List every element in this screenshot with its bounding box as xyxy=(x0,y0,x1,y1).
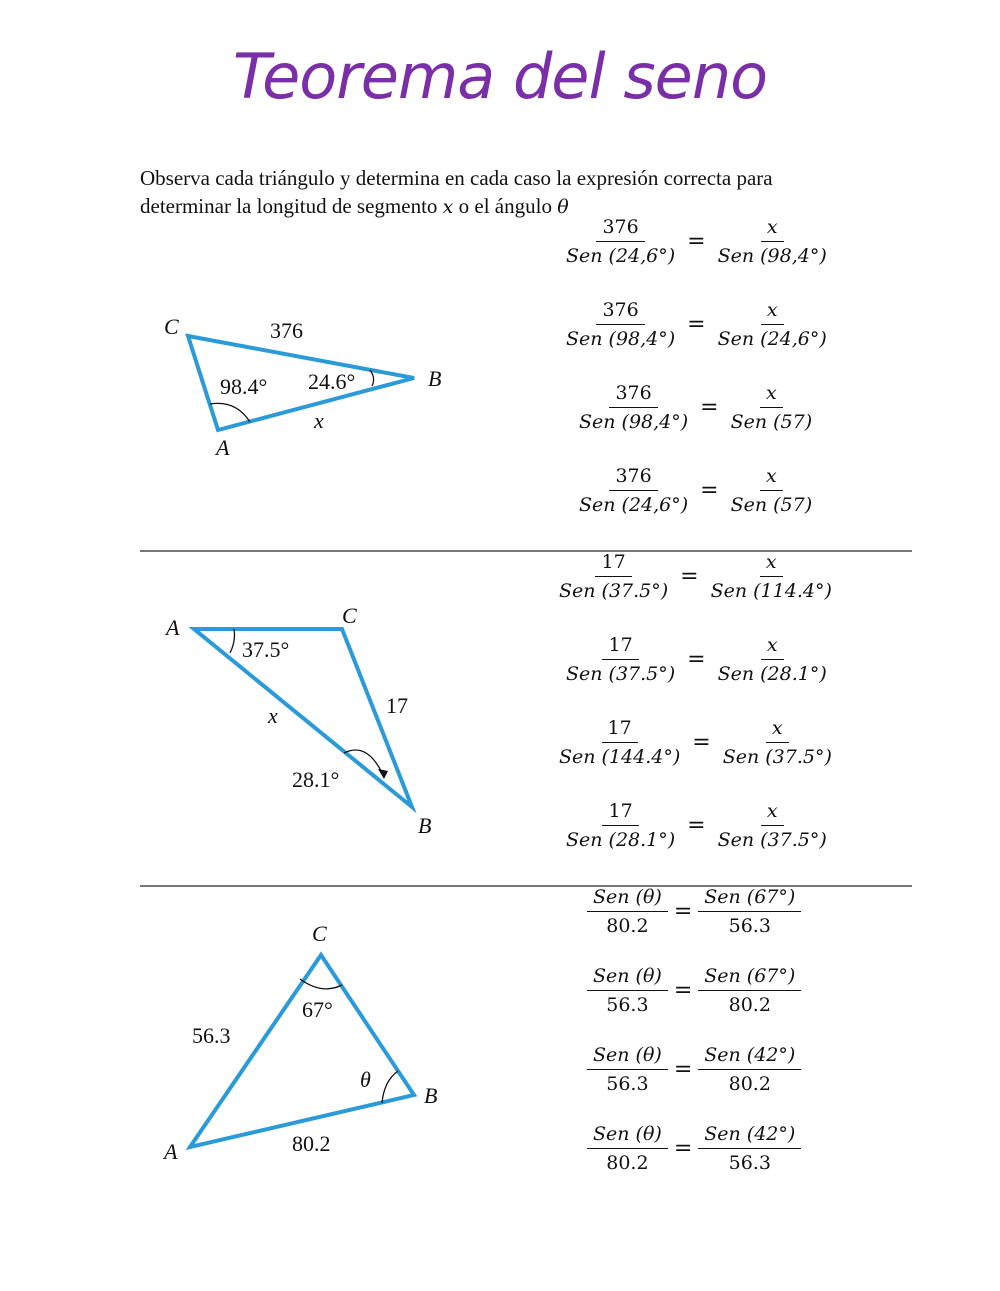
fraction-denominator: Sen (24,6°) xyxy=(566,245,676,267)
fraction xyxy=(560,216,681,267)
fraction-denominator: 56.3 xyxy=(728,915,771,937)
fraction xyxy=(560,299,681,350)
fraction-denominator: Sen (144.4°) xyxy=(559,746,681,768)
fraction-denominator: Sen (37.5°) xyxy=(717,829,827,851)
triangle-3-shape xyxy=(190,955,414,1147)
option-1b[interactable] xyxy=(560,299,833,350)
fraction-numerator: 17 xyxy=(602,800,638,826)
fraction-numerator: Sen (θ) xyxy=(587,965,668,991)
fraction-denominator: Sen (24,6°) xyxy=(579,494,689,516)
equals-sign: = xyxy=(680,564,699,589)
equals-sign: = xyxy=(687,229,706,254)
fraction-numerator: x xyxy=(760,465,783,491)
fraction-numerator: x xyxy=(761,299,784,325)
option-3d[interactable] xyxy=(587,1123,801,1174)
fraction-denominator: Sen (98,4°) xyxy=(566,328,676,350)
option-3c[interactable] xyxy=(587,1044,801,1095)
equals-sign: = xyxy=(700,478,719,503)
triangle-1-figure xyxy=(150,300,470,470)
fraction xyxy=(725,465,819,516)
fraction xyxy=(712,299,833,350)
fraction-numerator: 376 xyxy=(596,216,644,242)
fraction xyxy=(698,965,801,1016)
instructions xyxy=(140,164,860,221)
fraction-denominator: Sen (98,4°) xyxy=(717,245,827,267)
fraction xyxy=(705,551,838,602)
equals-sign: = xyxy=(687,813,706,838)
triangle-1-angle-b: 24.6° xyxy=(308,369,356,394)
fraction xyxy=(587,1123,668,1174)
option-3a[interactable] xyxy=(587,886,801,937)
instructions-line2a: determinar la longitud de segmento xyxy=(140,194,443,218)
fraction-numerator: Sen (67°) xyxy=(698,965,801,991)
fraction-numerator: x xyxy=(766,717,789,743)
triangle-1-side-label: 376 xyxy=(270,318,303,343)
triangle-3-angle-c: 67° xyxy=(302,997,333,1022)
option-2d[interactable] xyxy=(560,800,833,851)
triangle-2-arc-a xyxy=(230,629,235,653)
option-2c[interactable] xyxy=(553,717,838,768)
equals-sign: = xyxy=(673,1136,693,1161)
fraction-numerator: 17 xyxy=(602,634,638,660)
x-variable: x xyxy=(442,196,454,218)
fraction xyxy=(560,800,681,851)
fraction xyxy=(587,1044,668,1095)
fraction xyxy=(712,216,833,267)
option-3b[interactable] xyxy=(587,965,801,1016)
fraction xyxy=(587,965,668,1016)
equals-sign: = xyxy=(692,730,711,755)
fraction-numerator: Sen (θ) xyxy=(587,1044,668,1070)
fraction-denominator: 80.2 xyxy=(728,1073,771,1095)
triangle-3-side-ac: 56.3 xyxy=(192,1023,231,1048)
fraction xyxy=(573,465,694,516)
fraction-denominator: 56.3 xyxy=(606,994,649,1016)
fraction-numerator: x xyxy=(761,216,784,242)
fraction-denominator: 56.3 xyxy=(728,1152,771,1174)
fraction-numerator: Sen (θ) xyxy=(587,1123,668,1149)
triangle-2-angle-b: 28.1° xyxy=(292,767,340,792)
equals-sign: = xyxy=(687,312,706,337)
triangle-2-label-a: A xyxy=(166,615,180,640)
fraction-numerator: x xyxy=(760,551,783,577)
triangle-1-x-label: x xyxy=(314,408,324,433)
equals-sign: = xyxy=(673,899,693,924)
fraction xyxy=(717,717,838,768)
triangle-3-figure xyxy=(150,915,470,1175)
fraction xyxy=(712,800,833,851)
fraction-denominator: Sen (114.4°) xyxy=(710,580,832,602)
fraction-denominator: 80.2 xyxy=(728,994,771,1016)
fraction-denominator: Sen (37.5°) xyxy=(722,746,832,768)
fraction-numerator: 376 xyxy=(596,299,644,325)
option-2a[interactable] xyxy=(553,551,838,602)
fraction-denominator: Sen (37.5°) xyxy=(559,580,669,602)
fraction xyxy=(553,717,686,768)
fraction-numerator: x xyxy=(760,382,783,408)
fraction-denominator: 80.2 xyxy=(606,915,649,937)
triangle-3-label-c: C xyxy=(312,921,327,946)
triangle-2-side-label: 17 xyxy=(386,693,408,718)
fraction-denominator: Sen (57) xyxy=(730,494,813,516)
fraction-numerator: 17 xyxy=(602,717,638,743)
fraction-numerator: x xyxy=(761,800,784,826)
fraction xyxy=(553,551,674,602)
fraction xyxy=(573,382,694,433)
fraction xyxy=(698,1123,801,1174)
theta-variable: θ xyxy=(557,196,569,218)
option-1a[interactable] xyxy=(560,216,833,267)
fraction-denominator: Sen (28.1°) xyxy=(566,829,676,851)
triangle-2-label-b: B xyxy=(418,813,432,838)
triangle-2-arrow-head xyxy=(378,769,388,779)
fraction-denominator: Sen (24,6°) xyxy=(717,328,827,350)
fraction-denominator: Sen (28.1°) xyxy=(717,663,827,685)
triangle-3-side-ab: 80.2 xyxy=(292,1131,331,1156)
fraction-denominator: Sen (57) xyxy=(730,411,813,433)
equals-sign: = xyxy=(700,395,719,420)
fraction xyxy=(560,634,681,685)
fraction-numerator: 376 xyxy=(609,382,657,408)
option-2b[interactable] xyxy=(560,634,833,685)
fraction-numerator: 17 xyxy=(595,551,631,577)
fraction xyxy=(712,634,833,685)
triangle-2-angle-a: 37.5° xyxy=(242,637,290,662)
fraction-denominator: 56.3 xyxy=(606,1073,649,1095)
triangle-1-angle-a: 98.4° xyxy=(220,374,268,399)
triangle-1-label-b: B xyxy=(428,366,442,391)
equals-sign: = xyxy=(673,1057,693,1082)
fraction-numerator: x xyxy=(761,634,784,660)
instructions-line2b: o el ángulo xyxy=(453,194,558,218)
fraction-numerator: Sen (42°) xyxy=(698,1044,801,1070)
equals-sign: = xyxy=(687,647,706,672)
fraction-numerator: 376 xyxy=(609,465,657,491)
triangle-3-label-a: A xyxy=(164,1139,178,1164)
fraction-denominator: 80.2 xyxy=(606,1152,649,1174)
fraction-denominator: Sen (37.5°) xyxy=(566,663,676,685)
fraction xyxy=(725,382,819,433)
triangle-2-label-c: C xyxy=(342,603,357,628)
triangle-3-theta-label: θ xyxy=(360,1067,371,1092)
triangle-1-label-c: C xyxy=(164,314,179,339)
instructions-line1: Observa cada triángulo y determina en cada caso la expresión correcta para xyxy=(140,166,773,190)
fraction xyxy=(587,886,668,937)
fraction-numerator: Sen (θ) xyxy=(587,886,668,912)
fraction-numerator: Sen (42°) xyxy=(698,1123,801,1149)
option-1d[interactable] xyxy=(573,465,818,516)
fraction xyxy=(698,1044,801,1095)
page-title: Teorema del seno xyxy=(232,40,768,113)
equals-sign: = xyxy=(673,978,693,1003)
triangle-3-label-b: B xyxy=(424,1083,438,1108)
fraction-denominator: Sen (98,4°) xyxy=(579,411,689,433)
option-1c[interactable] xyxy=(573,382,818,433)
triangle-2-x-label: x xyxy=(268,703,278,728)
fraction-numerator: Sen (67°) xyxy=(698,886,801,912)
triangle-1-label-a: A xyxy=(216,435,230,460)
triangle-2-figure xyxy=(150,595,470,845)
fraction xyxy=(698,886,801,937)
